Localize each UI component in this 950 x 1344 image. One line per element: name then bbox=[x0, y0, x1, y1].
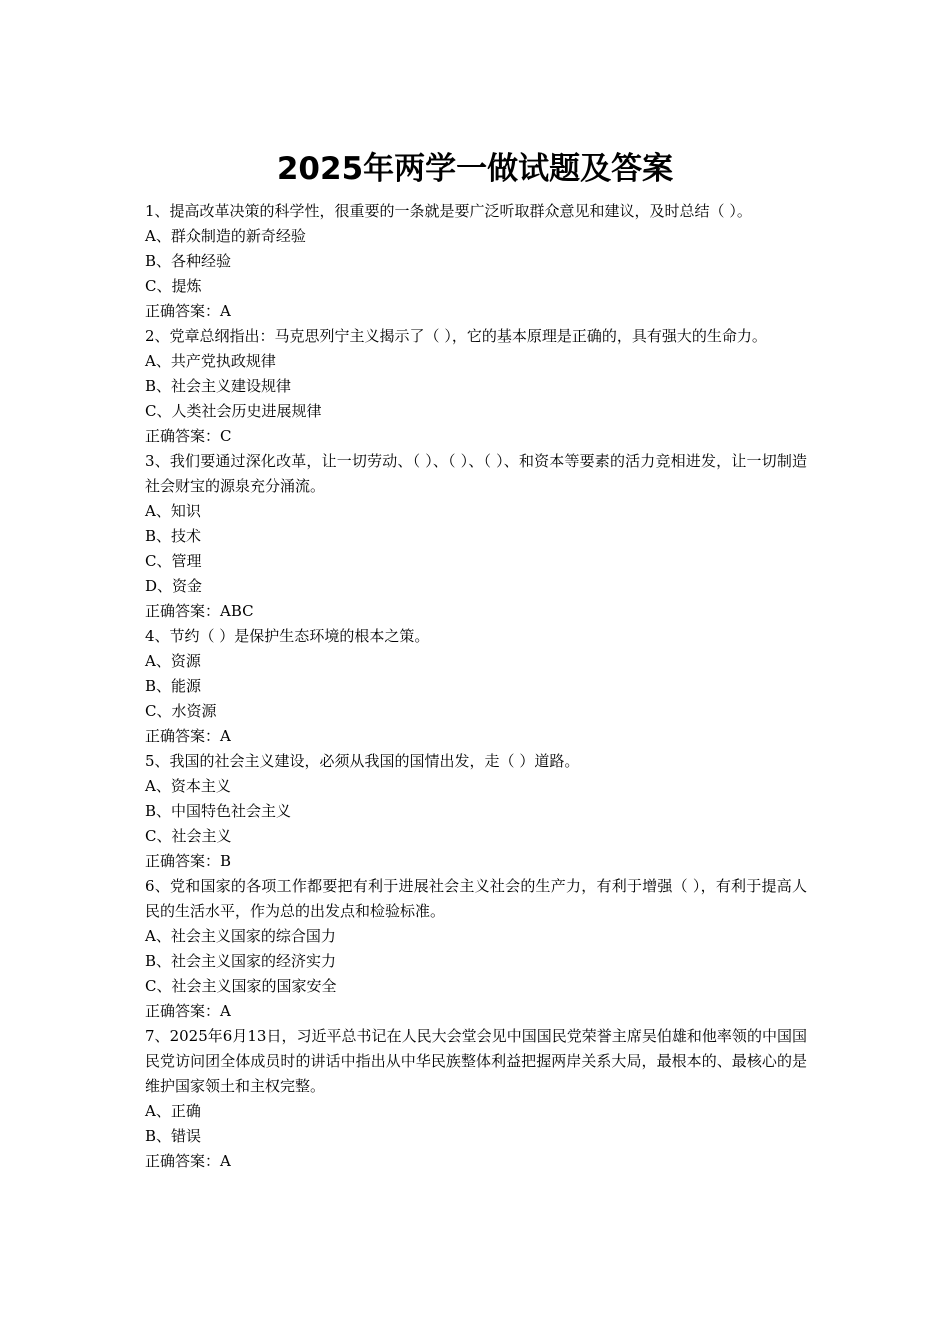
question-stem: 6、党和国家的各项工作都要把有利于进展社会主义社会的生产力，有利于增强（ ），有利于提高人民的生活水平，作为总的出发点和检验标准。 bbox=[145, 877, 807, 920]
question-stem: 5、我国的社会主义建设，必须从我国的国情出发，走（ ）道路。 bbox=[145, 752, 580, 770]
option-b: B、社会主义国家的经济实力 bbox=[145, 952, 337, 970]
question-1 bbox=[145, 199, 807, 324]
option-a: A、资源 bbox=[145, 652, 201, 670]
option-a: A、群众制造的新奇经验 bbox=[145, 227, 306, 245]
option-b: B、社会主义建设规律 bbox=[145, 377, 292, 395]
question-stem: 7、2025年6月13日，习近平总书记在人民大会堂会见中国国民党荣誉主席吴伯雄和他率领的中国国民党访问团全体成员时的讲话中指出从中华民族整体利益把握两岸关系大局，最根本的、最核心的是维护国家领土和主权完整。 bbox=[145, 1027, 807, 1095]
option-b: B、能源 bbox=[145, 677, 202, 695]
option-c: C、社会主义国家的国家安全 bbox=[145, 977, 337, 995]
correct-answer: 正确答案：C bbox=[145, 427, 232, 445]
option-b: B、技术 bbox=[145, 527, 202, 545]
option-b: B、中国特色社会主义 bbox=[145, 802, 292, 820]
option-c: C、人类社会历史进展规律 bbox=[145, 402, 322, 420]
question-stem: 1、提高改革决策的科学性，很重要的一条就是要广泛听取群众意见和建议，及时总结（ ）。 bbox=[145, 202, 752, 220]
option-a: A、正确 bbox=[145, 1102, 201, 1120]
question-stem: 4、节约（ ）是保护生态环境的根本之策。 bbox=[145, 627, 430, 645]
option-b: B、各种经验 bbox=[145, 252, 232, 270]
question-stem: 2、党章总纲指出：马克思列宁主义揭示了（ ），它的基本原理是正确的，具有强大的生命力。 bbox=[145, 327, 767, 345]
option-a: A、共产党执政规律 bbox=[145, 352, 276, 370]
question-list bbox=[145, 199, 807, 1174]
question-stem: 3、我们要通过深化改革，让一切劳动、（ ）、（ ）、（ ）、和资本等要素的活力竞相进发，让一切制造社会财宝的源泉充分涌流。 bbox=[145, 452, 807, 495]
correct-answer: 正确答案：B bbox=[145, 852, 232, 870]
option-d: D、资金 bbox=[145, 577, 203, 595]
correct-answer: 正确答案：ABC bbox=[145, 602, 254, 620]
correct-answer: 正确答案：A bbox=[145, 727, 231, 745]
option-c: C、管理 bbox=[145, 552, 202, 570]
question-4 bbox=[145, 624, 807, 749]
document-title: 2025年两学一做试题及答案 bbox=[276, 150, 674, 187]
option-c: C、提炼 bbox=[145, 277, 202, 295]
question-3 bbox=[145, 449, 807, 624]
option-b: B、错误 bbox=[145, 1127, 202, 1145]
option-a: A、资本主义 bbox=[145, 777, 231, 795]
option-a: A、知识 bbox=[145, 502, 201, 520]
question-5 bbox=[145, 749, 807, 874]
correct-answer: 正确答案：A bbox=[145, 1002, 231, 1020]
question-6 bbox=[145, 874, 807, 1024]
question-7 bbox=[145, 1024, 807, 1174]
option-c: C、水资源 bbox=[145, 702, 217, 720]
option-c: C、社会主义 bbox=[145, 827, 232, 845]
correct-answer: 正确答案：A bbox=[145, 1152, 231, 1170]
option-a: A、社会主义国家的综合国力 bbox=[145, 927, 336, 945]
correct-answer: 正确答案：A bbox=[145, 302, 231, 320]
question-2 bbox=[145, 324, 807, 449]
